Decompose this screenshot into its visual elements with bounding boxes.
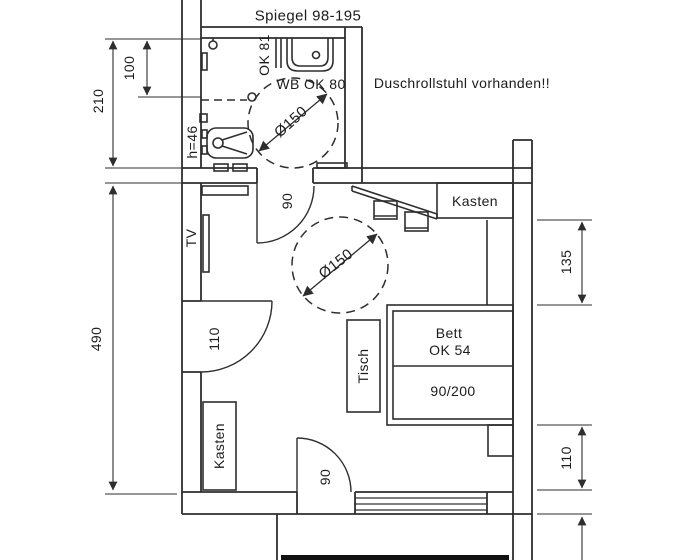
toilet-icon: [222, 132, 247, 154]
shower-rail-icon: [202, 53, 207, 70]
dim-100: 100: [121, 55, 137, 81]
toilet-icon: [213, 138, 223, 148]
room-furniture: [202, 183, 513, 490]
washbasin-label: WB OK 80: [276, 76, 346, 92]
toilet-height-label: h=46: [184, 125, 200, 159]
closet-bottom-label: Kasten: [211, 423, 227, 469]
shower-note: Duschrollstuhl vorhanden!!: [373, 75, 551, 91]
washbasin-drain-icon: [313, 52, 320, 59]
tv-icon: [203, 215, 209, 272]
tv-label: TV: [183, 228, 199, 248]
side-door-width-label: 110: [206, 327, 222, 351]
nightstand: [488, 425, 513, 456]
rail-height-label: OK 81: [256, 34, 272, 76]
luggage-rack-icon: [352, 186, 437, 219]
mirror-label: Spiegel 98-195: [254, 7, 362, 25]
bed: [387, 305, 513, 425]
dim-490: 490: [88, 326, 104, 352]
adjacent-wall-band: [281, 555, 509, 560]
dim-110-right: 110: [558, 446, 574, 470]
window: [355, 498, 487, 510]
table-label: Tisch: [355, 348, 371, 384]
bathroom-fixtures: [200, 38, 347, 171]
dim-210: 210: [90, 88, 106, 114]
bed-height-label: OK 54: [429, 342, 471, 358]
washbasin-icon: [292, 38, 328, 66]
room-turning-circle-label: Ø150: [315, 245, 357, 283]
shelf-icon: [202, 186, 248, 195]
partition-line: [276, 38, 281, 68]
bath-door-width-label: 90: [279, 192, 295, 210]
closet-top-label: Kasten: [452, 193, 498, 209]
dim-135: 135: [558, 249, 574, 275]
toilet-tank-icon: [202, 146, 207, 154]
bed-size-label: 90/200: [430, 383, 476, 399]
bath-turning-circle-label: Ø150: [271, 102, 311, 142]
luggage-rack-leg: [374, 216, 428, 228]
radiator-icon: [317, 163, 347, 168]
bed-label: Bett: [435, 325, 463, 341]
toilet-tank-icon: [202, 130, 207, 138]
entry-door-width-label: 90: [317, 468, 333, 486]
dimension-lines: [105, 39, 592, 560]
shower-head-icon: [209, 41, 217, 49]
